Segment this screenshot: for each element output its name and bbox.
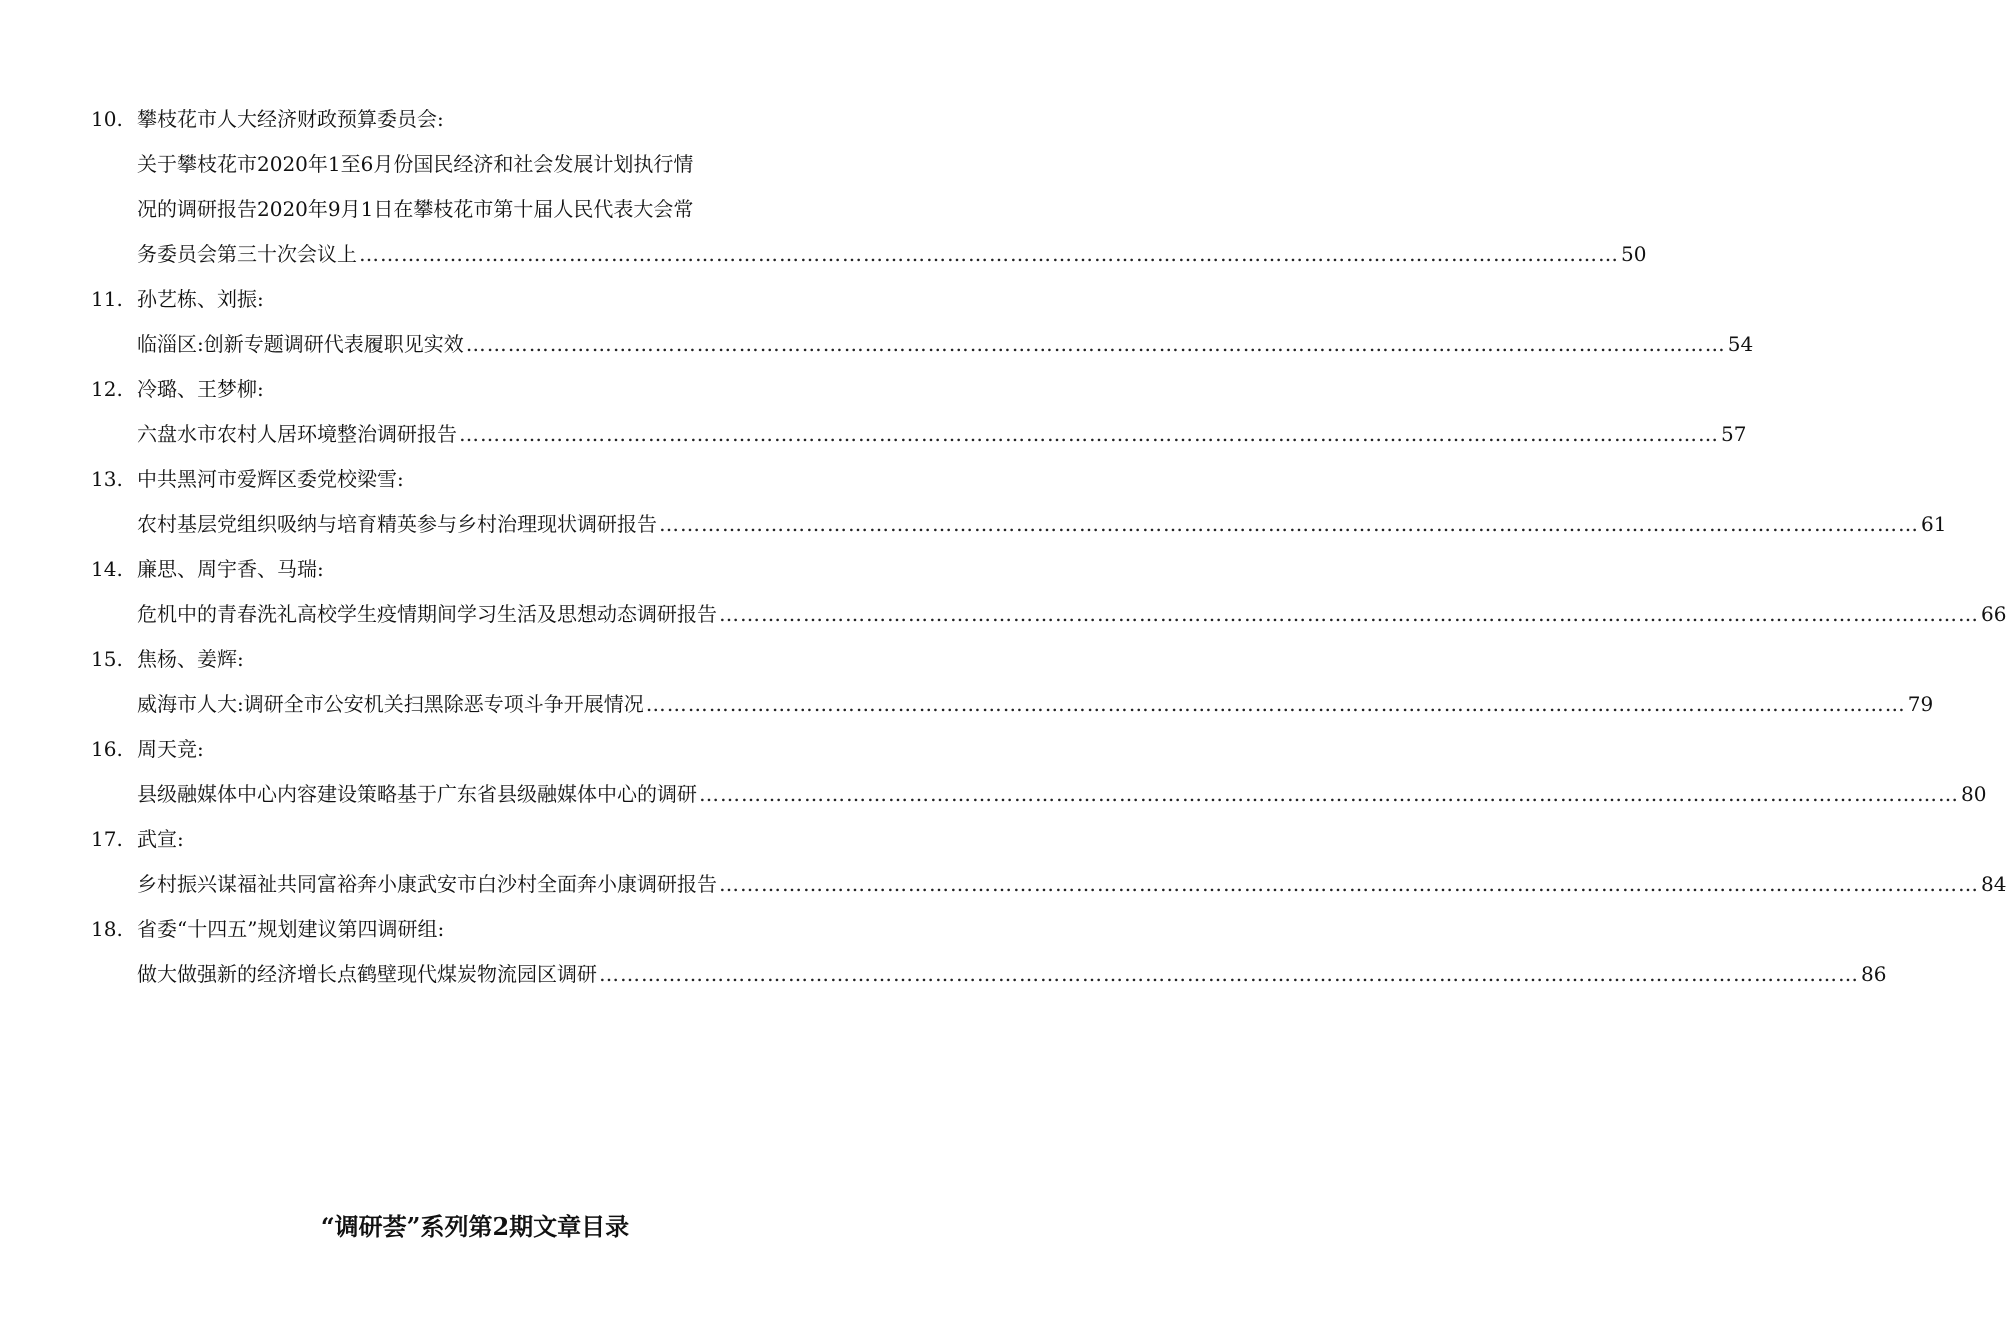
toc-entry: [0, 457, 1947, 547]
entry-author-line: [0, 907, 950, 952]
entry-title-text: 临淄区:创新专题调研代表履职见实效: [137, 332, 464, 356]
leader-dots: ………………………………………………………………………………………………………………………………………………………………: [465, 332, 1726, 356]
entry-title-text: 威海市人大:调研全市公安机关扫黑除恶专项斗争开展情况: [137, 692, 644, 716]
entry-author: 武宣:: [137, 827, 184, 851]
entry-title-line: [0, 142, 950, 187]
entry-leader-row[interactable]: [137, 682, 1934, 727]
entry-title-text: 务委员会第三十次会议上: [137, 242, 357, 266]
entry-author: 攀枝花市人大经济财政预算委员会:: [137, 107, 444, 131]
entry-title-line: [0, 232, 1647, 277]
entry-author: 焦杨、姜辉:: [137, 647, 244, 671]
entry-author: 孙艺栋、刘振:: [137, 287, 264, 311]
entry-title-line: [0, 952, 1887, 997]
entry-leader-row[interactable]: [137, 772, 1987, 817]
entry-title-text: 危机中的青春洗礼高校学生疫情期间学习生活及思想动态调研报告: [137, 602, 717, 626]
entry-number: 15.: [91, 647, 123, 671]
entry-author-line: [0, 457, 950, 502]
entry-page-number: 80: [1961, 782, 1987, 806]
entry-leader-row[interactable]: [137, 412, 1747, 457]
leader-dots: ………………………………………………………………………………………………………………………………………………………………: [659, 512, 1919, 536]
entry-author-line: [0, 637, 950, 682]
entry-title-line: [0, 772, 1987, 817]
leader-dots: ………………………………………………………………………………………………………………………………………………………………: [359, 242, 1619, 266]
entry-author-line: [0, 817, 950, 862]
entry-number: 16.: [91, 737, 123, 761]
toc-entry: [0, 817, 2006, 907]
entry-leader-row[interactable]: [137, 502, 1947, 547]
entry-author-line: [0, 277, 950, 322]
entry-page-number: 61: [1921, 512, 1947, 536]
entry-page-number: 79: [1907, 692, 1934, 716]
toc-entry: [0, 547, 2006, 637]
entry-author-line: [0, 367, 950, 412]
entry-author: 省委“十四五”规划建议第四调研组:: [137, 917, 445, 941]
entry-title-text: 做大做强新的经济增长点鹤壁现代煤炭物流园区调研: [137, 962, 597, 986]
leader-dots: ………………………………………………………………………………………………………………………………………………………………: [459, 422, 1719, 446]
entry-page-number: 86: [1861, 962, 1887, 986]
entry-number: 14.: [91, 557, 123, 581]
entry-title-line: [0, 412, 1747, 457]
series-title: “调研荟”系列第2期文章目录: [320, 1212, 630, 1241]
entry-number: 12.: [91, 377, 123, 401]
entry-page-number: 54: [1727, 332, 1754, 356]
leader-dots: ………………………………………………………………………………………………………………………………………………………………: [719, 602, 1979, 626]
entry-title-line: [0, 592, 2006, 637]
toc-entry: [0, 727, 1987, 817]
entry-author: 廉思、周宇香、马瑞:: [137, 557, 324, 581]
entry-page-number: 50: [1621, 242, 1647, 266]
entry-title-line: [0, 187, 950, 232]
entry-leader-row[interactable]: [137, 232, 1647, 277]
entry-number: 13.: [91, 467, 123, 491]
toc-entry: [0, 637, 1934, 727]
entry-title-text: 乡村振兴谋福祉共同富裕奔小康武安市白沙村全面奔小康调研报告: [137, 872, 717, 896]
entry-author-line: [0, 97, 950, 142]
entry-number: 11.: [91, 287, 123, 311]
leader-dots: ………………………………………………………………………………………………………………………………………………………………: [719, 872, 1979, 896]
entry-author: 冷璐、王梦柳:: [137, 377, 264, 401]
entry-page-number: 66: [1981, 602, 2006, 626]
entry-title-line: [0, 682, 1934, 727]
entry-leader-row[interactable]: [137, 322, 1754, 367]
entry-title-text: 关于攀枝花市2020年1至6月份国民经济和社会发展计划执行情: [137, 152, 694, 176]
entry-number: 17.: [91, 827, 123, 851]
entry-page-number: 84: [1981, 872, 2006, 896]
entry-leader-row[interactable]: [137, 952, 1887, 997]
entry-leader-row[interactable]: [137, 862, 2006, 907]
entry-title-text: 况的调研报告2020年9月1日在攀枝花市第十届人民代表大会常: [137, 197, 694, 221]
entry-title-text: 农村基层党组织吸纳与培育精英参与乡村治理现状调研报告: [137, 512, 657, 536]
entry-number: 18.: [91, 917, 123, 941]
entry-title-line: [0, 862, 2006, 907]
entry-leader-row[interactable]: [137, 592, 2006, 637]
leader-dots: ………………………………………………………………………………………………………………………………………………………………: [645, 692, 1906, 716]
toc-entry: [0, 277, 1754, 367]
toc-entry: [0, 367, 1747, 457]
entry-title-line: [0, 322, 1754, 367]
table-of-contents: [0, 97, 2006, 997]
entry-page-number: 57: [1721, 422, 1747, 446]
entry-author: 周天竞:: [137, 737, 204, 761]
entry-author-line: [0, 727, 950, 772]
toc-entry: [0, 97, 1647, 277]
entry-title-text: 县级融媒体中心内容建设策略基于广东省县级融媒体中心的调研: [137, 782, 697, 806]
leader-dots: ………………………………………………………………………………………………………………………………………………………………: [699, 782, 1959, 806]
toc-entry: [0, 907, 1887, 997]
entry-title-line: [0, 502, 1947, 547]
entry-title-text: 六盘水市农村人居环境整治调研报告: [137, 422, 457, 446]
entry-author-line: [0, 547, 950, 592]
entry-author: 中共黑河市爱辉区委党校梁雪:: [137, 467, 404, 491]
entry-number: 10.: [91, 107, 123, 131]
leader-dots: ………………………………………………………………………………………………………………………………………………………………: [599, 962, 1859, 986]
